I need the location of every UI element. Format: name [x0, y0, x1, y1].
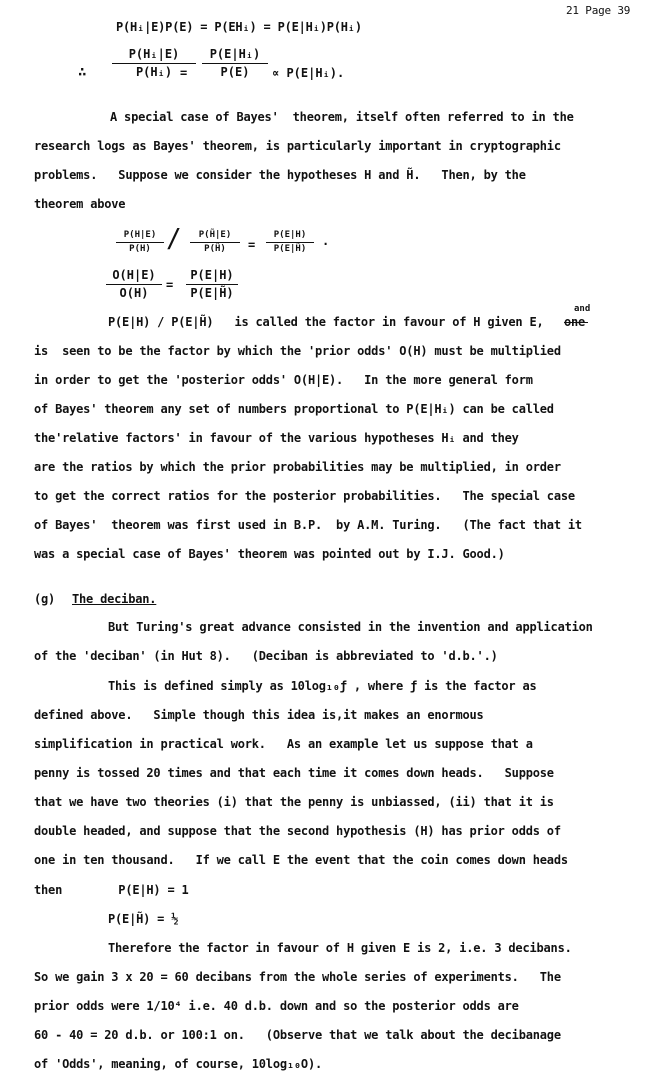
- para2-line-4: the'relative factors' in favour of the various hypotheses Hᵢ and they: [34, 431, 519, 445]
- para2-line-1: is seen to be the factor by which the 'prior odds' O(H) must be multiplied: [34, 344, 561, 358]
- fraction-likelihood-ratio: [266, 230, 314, 255]
- fraction-denominator: P(Hᵢ): [135, 65, 173, 79]
- section-label: (g): [34, 592, 56, 606]
- fraction-bar: [186, 284, 238, 285]
- struck-word: one: [564, 315, 586, 329]
- equals-sign: =: [166, 278, 174, 292]
- para4-line-7: one in ten thousand. If we call E the event that the coin comes down heads: [34, 853, 568, 867]
- fraction-bar: [116, 242, 164, 243]
- para5-line-3: prior odds were 1/10⁴ i.e. 40 d.b. down and so the posterior odds are: [34, 999, 519, 1013]
- period: .: [322, 234, 330, 248]
- fraction-likelihood-over-evidence: [202, 47, 268, 80]
- para4-line-5: that we have two theories (i) that the penny is unbiassed, (ii) that it is: [34, 795, 554, 809]
- fraction-numerator: P(E|H): [273, 230, 307, 240]
- para2-line-8: was a special case of Bayes' theorem was pointed out by I.J. Good.): [34, 547, 505, 561]
- therefore-symbol: ∴: [78, 64, 87, 80]
- fraction-bar: [266, 242, 314, 243]
- fraction-likelihood-ratio-2: [186, 268, 238, 301]
- para2-line-3: of Bayes' theorem any set of numbers proportional to P(E|Hᵢ) can be called: [34, 402, 554, 416]
- fraction-numerator: P(Hᵢ|E): [128, 47, 180, 61]
- para4-line-1: This is defined simply as 10log₁₀ƒ , where ƒ is the factor as: [108, 679, 537, 693]
- para4-line-4: penny is tossed 20 times and that each time it comes down heads. Suppose: [34, 766, 554, 780]
- fraction-odds-ratio: [106, 268, 162, 301]
- para2-line-6: to get the correct ratios for the posterior probabilities. The special case: [34, 489, 575, 503]
- fraction-bar: [202, 63, 268, 64]
- proportional-expression: ∝ P(E|Hᵢ).: [272, 66, 345, 80]
- para4-line-6: double headed, and suppose that the second hypothesis (H) has prior odds of: [34, 824, 561, 838]
- para5-line-2: So we gain 3 x 20 = 60 decibans from the whole series of experiments. The: [34, 970, 561, 984]
- para1-line-3: problems. Suppose we consider the hypotheses H and H̃. Then, by the: [34, 168, 526, 182]
- fraction-denominator: O(H): [119, 286, 149, 300]
- para3-line-2: of the 'deciban' (in Hut 8). (Deciban is abbreviated to 'd.b.'.): [34, 649, 498, 663]
- para2-line-2: in order to get the 'posterior odds' O(H|E). In the more general form: [34, 373, 533, 387]
- fraction-posterior-not-h: [190, 230, 240, 255]
- page-number: 21 Page 39: [566, 4, 631, 17]
- fraction-denominator: P(H): [129, 244, 151, 254]
- para1-line-4: theorem above: [34, 197, 126, 211]
- fraction-bar: [106, 284, 162, 285]
- equals-sign: =: [248, 238, 256, 252]
- para1-line-2: research logs as Bayes' theorem, is particularly important in cryptographic: [34, 139, 561, 153]
- para1-line-1: A special case of Bayes' theorem, itself often referred to in the: [110, 110, 574, 124]
- fraction-denominator: P(E|H̃): [273, 244, 307, 254]
- strikethrough-line: [564, 322, 588, 323]
- fraction-denominator: P(E): [220, 65, 250, 79]
- section-title: The deciban.: [72, 592, 157, 606]
- para5-line-4: 60 - 40 = 20 d.b. or 100:1 on. (Observe that we talk about the decibanage: [34, 1028, 561, 1042]
- para5-line-1: Therefore the factor in favour of H given E is 2, i.e. 3 decibans.: [108, 941, 572, 955]
- equation-half: P(E|H̃) = ½: [108, 912, 179, 926]
- para4-line-8: then P(E|H) = 1: [34, 883, 189, 897]
- bayes-equation-1: P(Hᵢ|E)P(E) = P(EHᵢ) = P(E|Hᵢ)P(Hᵢ): [116, 20, 362, 34]
- para2-line-7: of Bayes' theorem was first used in B.P. by A.M. Turing. (The fact that it: [34, 518, 582, 532]
- para5-line-5: of 'Odds', meaning, of course, 10log₁₀O).: [34, 1057, 323, 1071]
- para3-line-1: But Turing's great advance consisted in the invention and application: [108, 620, 593, 634]
- division-slash: /: [166, 224, 182, 254]
- fraction-numerator: P(E|H): [190, 268, 234, 282]
- para2-line-5: are the ratios by which the prior probabilities may be multiplied, in order: [34, 460, 561, 474]
- fraction-denominator: P(H̃): [204, 244, 226, 254]
- fraction-posterior-h: [116, 230, 164, 255]
- para4-line-2: defined above. Simple though this idea is,it makes an enormous: [34, 708, 484, 722]
- fraction-numerator: P(H|E): [123, 230, 157, 240]
- handwritten-insertion: and: [574, 304, 591, 314]
- fraction-bar: [190, 242, 240, 243]
- fraction-bar: [112, 63, 196, 64]
- para4-line-3: simplification in practical work. As an example let us suppose that a: [34, 737, 533, 751]
- equals-sign: =: [180, 66, 188, 80]
- fraction-numerator: P(H̃|E): [198, 230, 232, 240]
- fraction-numerator: P(E|Hᵢ): [209, 47, 261, 61]
- fraction-numerator: O(H|E): [112, 268, 156, 282]
- fraction-denominator: P(E|H̃): [190, 286, 234, 300]
- para2-first-line: P(E|H) / P(E|H̃) is called the factor in favour of H given E,: [108, 315, 544, 329]
